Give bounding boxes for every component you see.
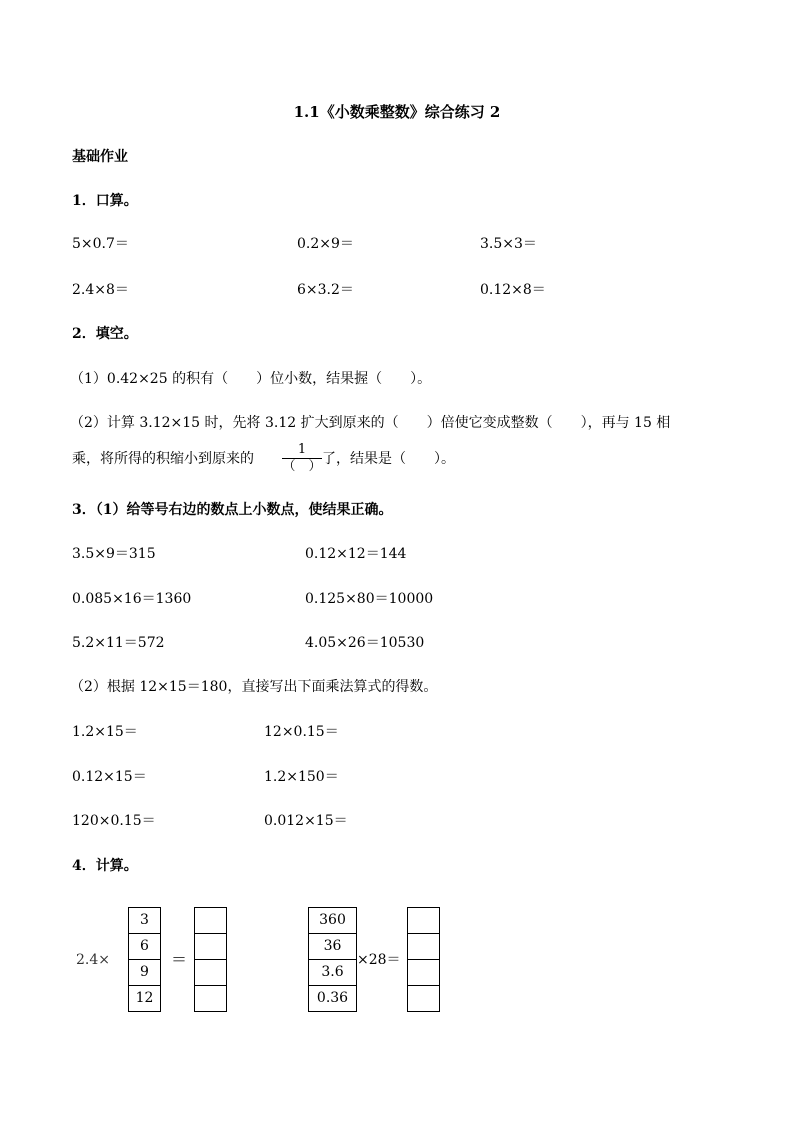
- q3-sub2-item: 1.2×150＝: [264, 769, 339, 785]
- q4-left-answer-box[interactable]: [195, 960, 226, 986]
- q1-item: 3.5×3＝: [480, 236, 537, 252]
- q3-item: 0.12×12＝144: [305, 546, 407, 562]
- q1-item: 0.12×8＝: [480, 282, 546, 298]
- q4-right-answer-box[interactable]: [408, 908, 439, 934]
- q4-right-operand-cell: 360: [309, 908, 356, 934]
- q1-label: 1．口算。: [72, 193, 138, 209]
- q4-right-answer-box[interactable]: [408, 960, 439, 986]
- q4-left-answer-box[interactable]: [195, 986, 226, 1011]
- q4-right-operand-column: [308, 907, 357, 1012]
- q4-right-operand-cell: 36: [309, 934, 356, 960]
- q4-left-answer-box[interactable]: [195, 934, 226, 960]
- q3-item: 4.05×26＝10530: [305, 635, 425, 651]
- q1-item: 6×3.2＝: [297, 282, 354, 298]
- q3-item: 5.2×11＝572: [72, 635, 165, 651]
- q3-sub2-item: 12×0.15＝: [264, 724, 339, 740]
- q4-left-prefix: 2.4×: [76, 952, 110, 968]
- q3-sub2-item: 1.2×15＝: [72, 724, 138, 740]
- q3-sub2-label: （2）根据 12×15＝180，直接写出下面乘法算式的得数。: [70, 679, 438, 695]
- q1-item: 5×0.7＝: [72, 236, 129, 252]
- section-heading: 基础作业: [72, 149, 128, 165]
- q1-item: 0.2×9＝: [297, 236, 354, 252]
- q4-left-operand-column: [128, 907, 161, 1012]
- q4-right-answer-box[interactable]: [408, 986, 439, 1011]
- q4-right-operand-cell: 3.6: [309, 960, 356, 986]
- page-title: 1.1《小数乘整数》综合练习 2: [293, 103, 501, 121]
- q2-part2-line2a: 乘，将所得的积缩小到原来的: [72, 451, 254, 467]
- q4-left-equals: ＝: [171, 950, 188, 969]
- q4-left-operand-cell: 12: [135, 990, 154, 1006]
- q4-label: 4．计算。: [72, 858, 138, 874]
- q3-item: 0.085×16＝1360: [72, 591, 192, 607]
- q4-left-operand-cell: 9: [129, 960, 160, 986]
- q4-left-answer-column: [194, 907, 227, 1012]
- q4-right-operand-cell: 0.36: [316, 990, 349, 1006]
- q3-item: 0.125×80＝10000: [305, 591, 434, 607]
- q4-right-answer-column: [407, 907, 440, 1012]
- fraction: [282, 443, 322, 474]
- q3-sub2-item: 0.012×15＝: [264, 813, 348, 829]
- q2-part2-line2b: 了，结果是（ ）。: [322, 451, 455, 467]
- q4-left-operand-cell: 3: [129, 908, 160, 934]
- q3-sub2-item: 0.12×15＝: [72, 769, 147, 785]
- q3-sub2-item: 120×0.15＝: [72, 813, 156, 829]
- fraction-numerator: 1: [282, 443, 322, 459]
- q3-label: 3．（1）给等号右边的数点上小数点，使结果正确。: [72, 502, 393, 518]
- q4-right-answer-box[interactable]: [408, 934, 439, 960]
- q4-left-operand-cell: 6: [129, 934, 160, 960]
- q2-label: 2．填空。: [72, 326, 138, 342]
- q3-item: 3.5×9＝315: [72, 546, 156, 562]
- q1-item: 2.4×8＝: [72, 282, 129, 298]
- fraction-denominator: （ ）: [282, 459, 322, 474]
- q4-left-answer-box[interactable]: [195, 908, 226, 934]
- q2-part1: （1）0.42×25 的积有（ ）位小数，结果握（ ）。: [70, 371, 432, 387]
- q2-part2-line1: （2）计算 3.12×15 时，先将 3.12 扩大到原来的（ ）倍使它变成整数（ ），再与 15 相: [70, 415, 671, 431]
- q4-right-suffix: ×28＝: [357, 952, 401, 968]
